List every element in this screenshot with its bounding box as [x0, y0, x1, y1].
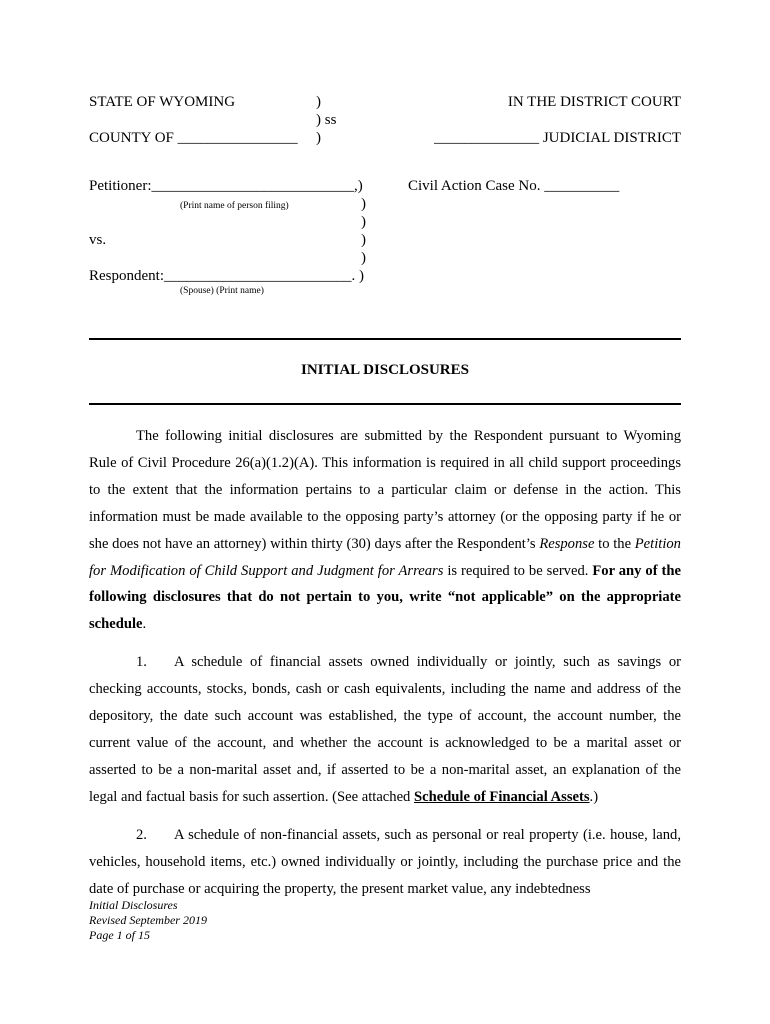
item-number: 2.	[136, 827, 147, 843]
disclosure-item-1: 1. A schedule of financial assets owned individually or jointly, such as savings or checking accounts, stocks, bonds, cash or cash equivalents, including the name and address of the depository, the date such account was established, the type of account, the account number, the current value of the account, and whether the account is acknowledged to be a marital asset or asserted to be a non-marital asset and, if asserted to be a non-marital asset, an explanation of the legal and factual basis for such assertion. (See attached Schedule of Financial Assets.)	[89, 654, 681, 805]
not-applicable-instruction: For any of the following disclosures that do not pertain to you, write “not applicable” on the appropriate schedule	[89, 562, 681, 633]
caption-paren: )	[361, 214, 366, 230]
footer-form-name: Initial Disclosures	[89, 898, 178, 912]
county-field[interactable]: COUNTY OF ________________	[89, 130, 298, 146]
footer-page-number: Page 1 of 15	[89, 928, 150, 942]
caption-paren: )	[316, 130, 321, 146]
judicial-district-field[interactable]: ______________ JUDICIAL DISTRICT	[434, 130, 681, 146]
footer-revision: Revised September 2019	[89, 913, 207, 927]
caption-paren: )	[316, 94, 321, 110]
divider-top	[89, 338, 681, 340]
response-italic: Response	[539, 535, 595, 552]
page-footer	[89, 898, 207, 943]
petitioner-field[interactable]: Petitioner:___________________________,)	[89, 178, 363, 194]
caption-paren: )	[361, 232, 366, 248]
caption-paren: )	[361, 196, 366, 212]
caption-paren: )	[361, 250, 366, 266]
court-label: IN THE DISTRICT COURT	[507, 94, 681, 110]
disclosure-item-2: 2. A schedule of non-financial assets, such as personal or real property (i.e. house, land, vehicles, household items, etc.) owned individually or jointly, including the purchase price and the date of purchase or acquiring the property, the present market value, any indebtedness	[89, 827, 681, 897]
divider-bottom	[89, 403, 681, 405]
respondent-hint: (Spouse) (Print name)	[180, 286, 264, 296]
versus-label: vs.	[89, 232, 107, 248]
respondent-field[interactable]: Respondent:_________________________. )	[89, 268, 364, 284]
petition-italic: Petition for Modification of Child Support and Judgment for Arrears	[89, 535, 681, 579]
intro-paragraph: The following initial disclosures are submitted by the Respondent pursuant to Wyoming Rule of Civil Procedure 26(a)(1.2)(A). This information is required in all child support proceedings to the extent that the information pertains to a particular claim or defense in the action. This information must be made available to the opposing party’s attorney (or the opposing party if he or she does not have an attorney) within thirty (30) days after the Respondent’s Response to the Petition for Modification of Child Support and Judgment for Arrears is required to be served. For any of the following disclosures that do not pertain to you, write “not applicable” on the appropriate schedule.	[89, 428, 681, 633]
item-number: 1.	[136, 654, 147, 670]
caption-paren-ss: ) ss	[316, 112, 337, 128]
page-title: INITIAL DISCLOSURES	[301, 362, 469, 378]
schedule-financial-assets-link[interactable]: Schedule of Financial Assets	[414, 788, 590, 805]
case-number-field[interactable]: Civil Action Case No. __________	[408, 178, 620, 194]
petitioner-hint: (Print name of person filing)	[180, 201, 289, 211]
state-label: STATE OF WYOMING	[89, 94, 236, 110]
